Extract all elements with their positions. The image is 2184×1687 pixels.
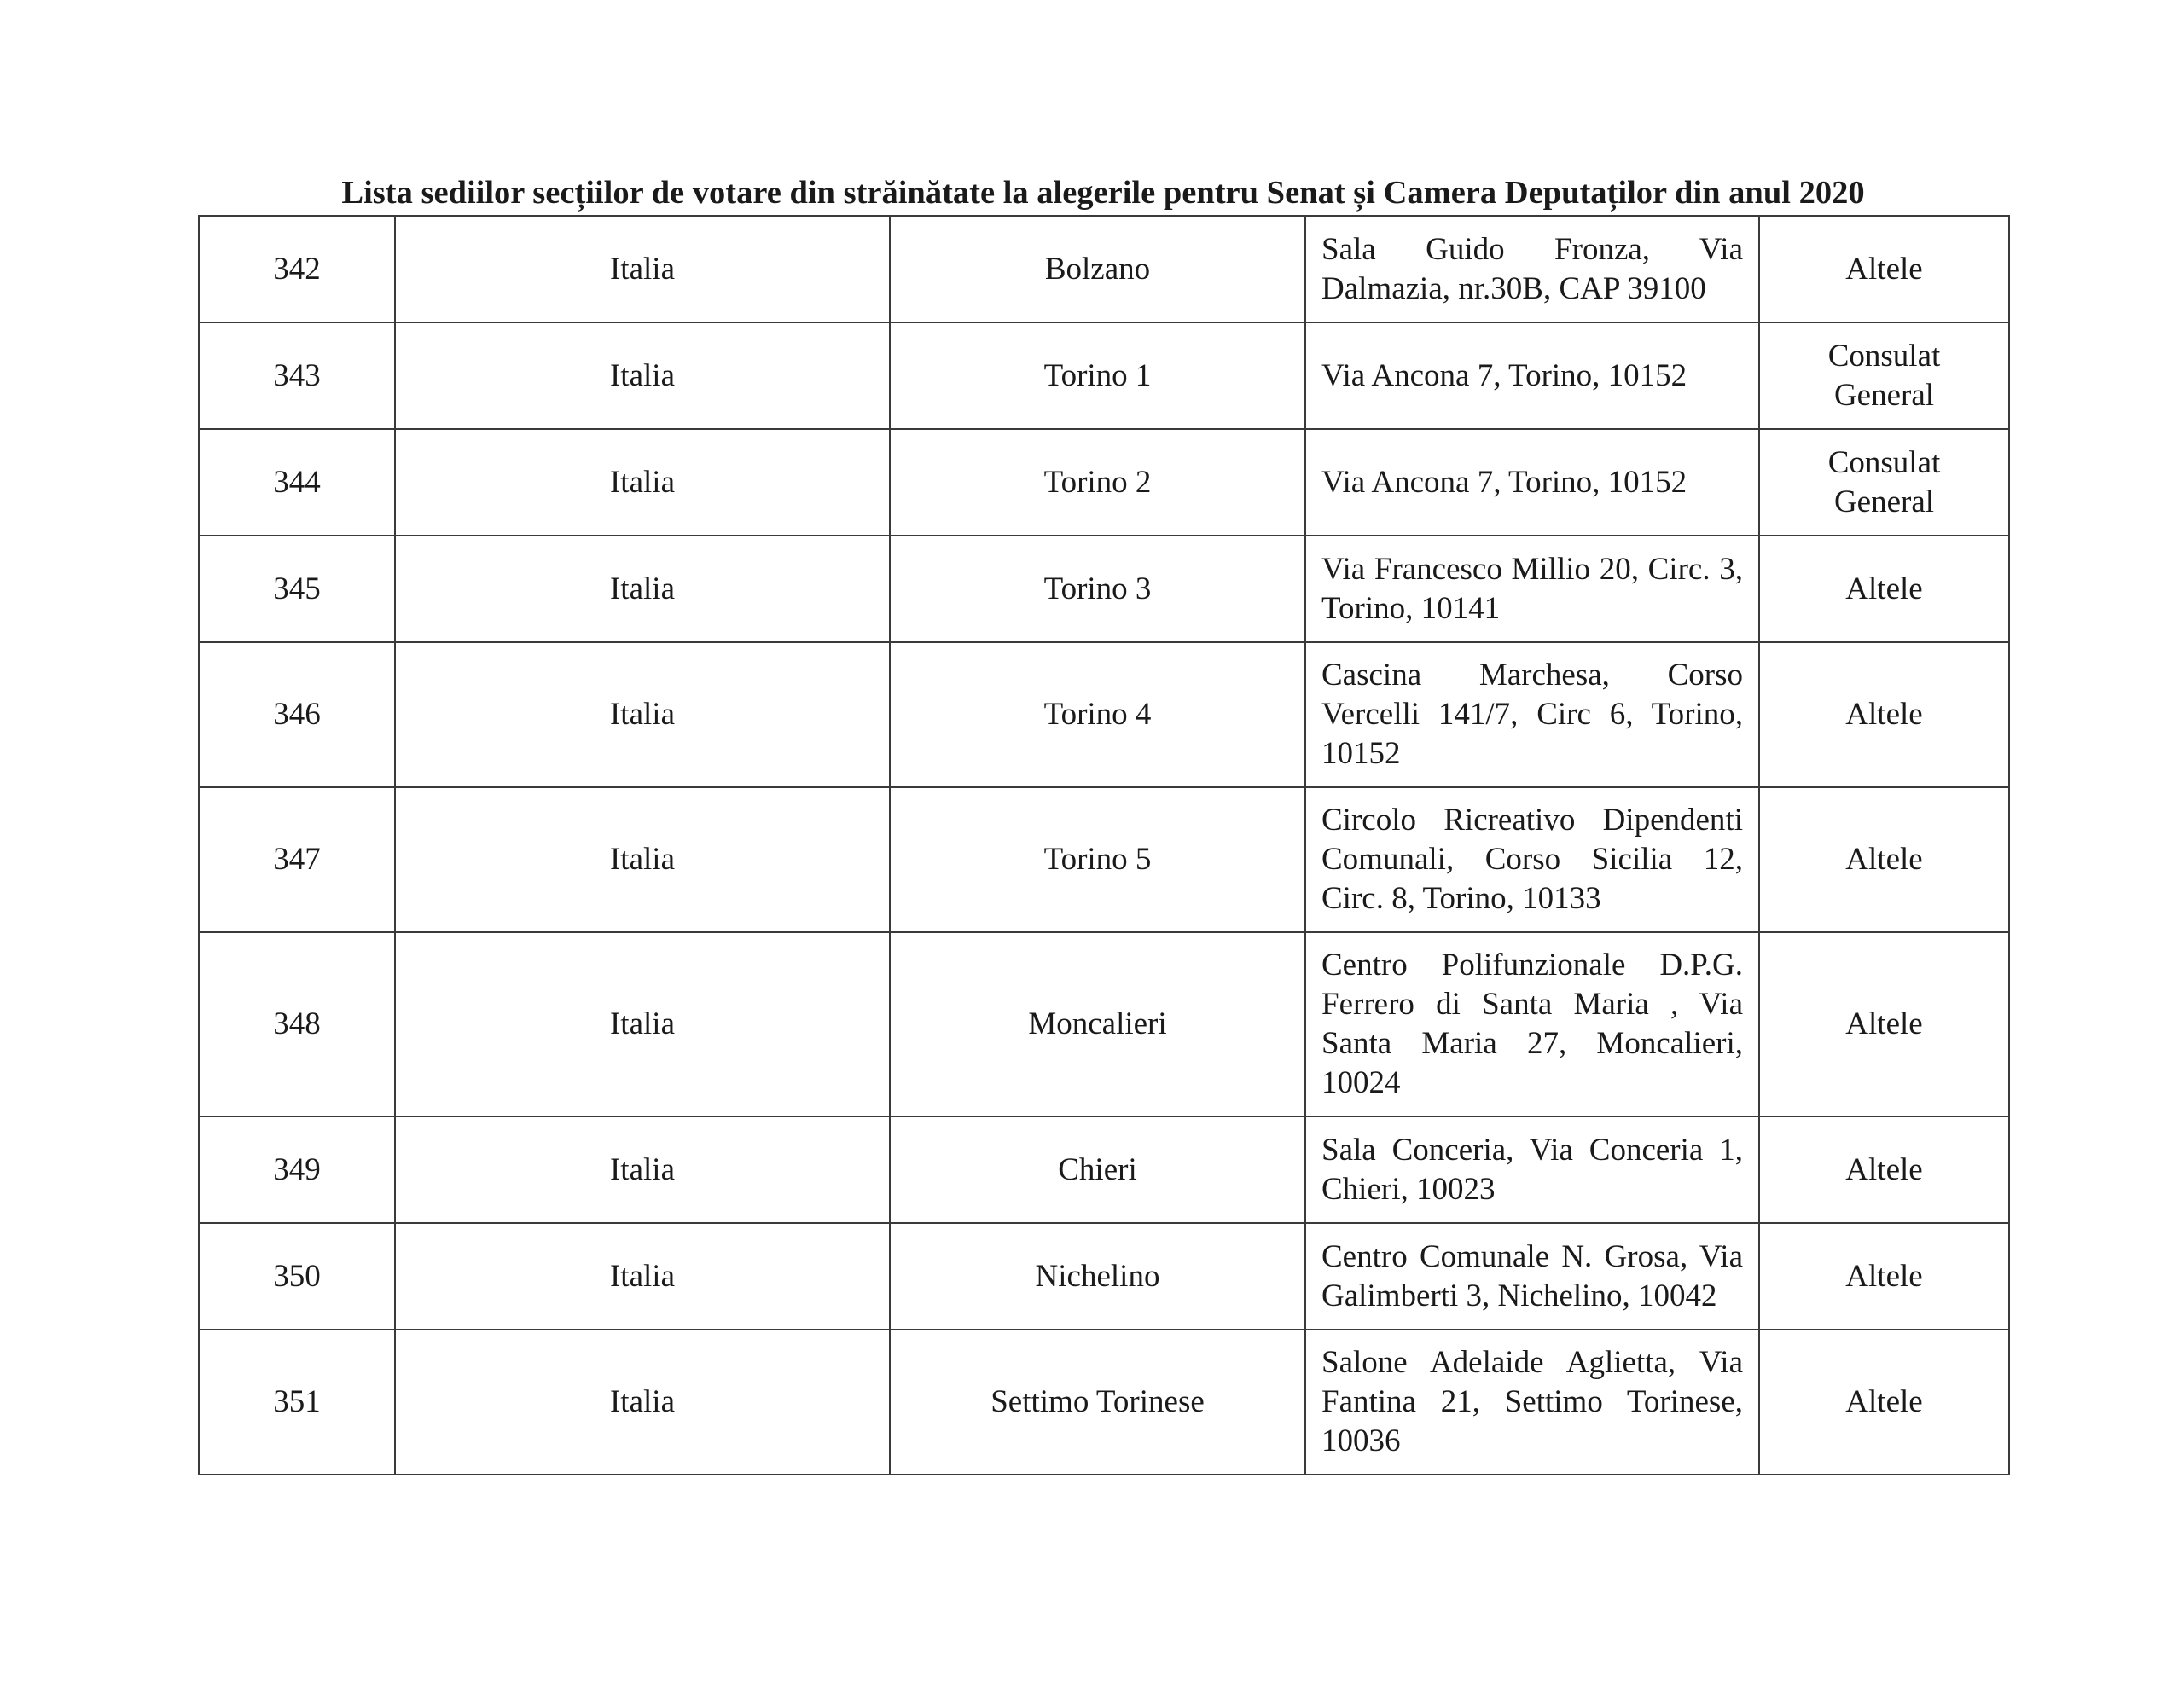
address-text: Via Ancona 7, Torino, 10152 — [1321, 464, 1687, 500]
locality-cell: Torino 4 — [890, 642, 1305, 787]
locality-cell: Chieri — [890, 1116, 1305, 1223]
locality-cell: Torino 1 — [890, 322, 1305, 429]
country-cell: Italia — [395, 216, 890, 322]
address-cell — [1305, 1330, 1759, 1475]
locality-cell: Moncalieri — [890, 932, 1305, 1116]
location-type-cell: Altele — [1759, 1223, 2009, 1330]
table-row — [199, 322, 2009, 429]
location-type-cell: Altele — [1759, 216, 2009, 322]
section-number: 344 — [199, 429, 395, 536]
location-type-cell: Consulat General — [1759, 322, 2009, 429]
location-type-cell: Altele — [1759, 787, 2009, 932]
country-cell: Italia — [395, 429, 890, 536]
location-type-cell: Altele — [1759, 1116, 2009, 1223]
table-row — [199, 787, 2009, 932]
location-type-cell: Altele — [1759, 642, 2009, 787]
address-cell — [1305, 1223, 1759, 1330]
section-number: 345 — [199, 536, 395, 642]
country-cell: Italia — [395, 536, 890, 642]
country-cell: Italia — [395, 1223, 890, 1330]
address-cell — [1305, 642, 1759, 787]
section-number: 350 — [199, 1223, 395, 1330]
address-cell — [1305, 1116, 1759, 1223]
address-cell — [1305, 429, 1759, 536]
address-cell — [1305, 787, 1759, 932]
table-row — [199, 1116, 2009, 1223]
address-cell — [1305, 932, 1759, 1116]
country-cell: Italia — [395, 322, 890, 429]
country-cell: Italia — [395, 932, 890, 1116]
location-type-cell: Consulat General — [1759, 429, 2009, 536]
table-row — [199, 1223, 2009, 1330]
section-number: 349 — [199, 1116, 395, 1223]
section-number: 347 — [199, 787, 395, 932]
address-text: Sala Guido Fronza, Via Dalmazia, nr.30B, CAP 39100 — [1321, 231, 1743, 306]
page-title: Lista sediilor secțiilor de votare din străinătate la alegerile pentru Senat și Camera Deputaților din anul 2020 — [341, 175, 1865, 211]
table-row — [199, 1330, 2009, 1475]
locality-cell: Bolzano — [890, 216, 1305, 322]
section-number: 343 — [199, 322, 395, 429]
address-text: Salone Adelaide Aglietta, Via Fantina 21, Settimo Torinese, 10036 — [1321, 1345, 1743, 1458]
table-row — [199, 642, 2009, 787]
table-row — [199, 536, 2009, 642]
country-cell: Italia — [395, 787, 890, 932]
address-cell — [1305, 322, 1759, 429]
table-row — [199, 932, 2009, 1116]
table-row — [199, 429, 2009, 536]
country-cell: Italia — [395, 1330, 890, 1475]
polling-stations-table — [198, 215, 2010, 1475]
section-number: 342 — [199, 216, 395, 322]
country-cell: Italia — [395, 1116, 890, 1223]
address-cell — [1305, 536, 1759, 642]
location-type-cell: Altele — [1759, 1330, 2009, 1475]
address-text: Cascina Marchesa, Corso Vercelli 141/7, Circ 6, Torino, 10152 — [1321, 658, 1743, 771]
section-number: 346 — [199, 642, 395, 787]
country-cell: Italia — [395, 642, 890, 787]
address-text: Sala Conceria, Via Conceria 1, Chieri, 10023 — [1321, 1132, 1743, 1207]
address-text: Centro Polifunzionale D.P.G. Ferrero di Santa Maria , Via Santa Maria 27, Moncalieri, 10024 — [1321, 948, 1743, 1100]
section-number: 351 — [199, 1330, 395, 1475]
address-cell — [1305, 216, 1759, 322]
address-text: Via Ancona 7, Torino, 10152 — [1321, 357, 1687, 393]
address-text: Circolo Ricreativo Dipendenti Comunali, Corso Sicilia 12, Circ. 8, Torino, 10133 — [1321, 803, 1743, 916]
location-type-cell: Altele — [1759, 536, 2009, 642]
address-text: Via Francesco Millio 20, Circ. 3, Torino, 10141 — [1321, 551, 1743, 626]
location-type-cell: Altele — [1759, 932, 2009, 1116]
locality-cell: Torino 2 — [890, 429, 1305, 536]
address-text: Centro Comunale N. Grosa, Via Galimberti 3, Nichelino, 10042 — [1321, 1238, 1743, 1313]
locality-cell: Settimo Torinese — [890, 1330, 1305, 1475]
section-number: 348 — [199, 932, 395, 1116]
locality-cell: Torino 3 — [890, 536, 1305, 642]
locality-cell: Torino 5 — [890, 787, 1305, 932]
locality-cell: Nichelino — [890, 1223, 1305, 1330]
table-row — [199, 216, 2009, 322]
